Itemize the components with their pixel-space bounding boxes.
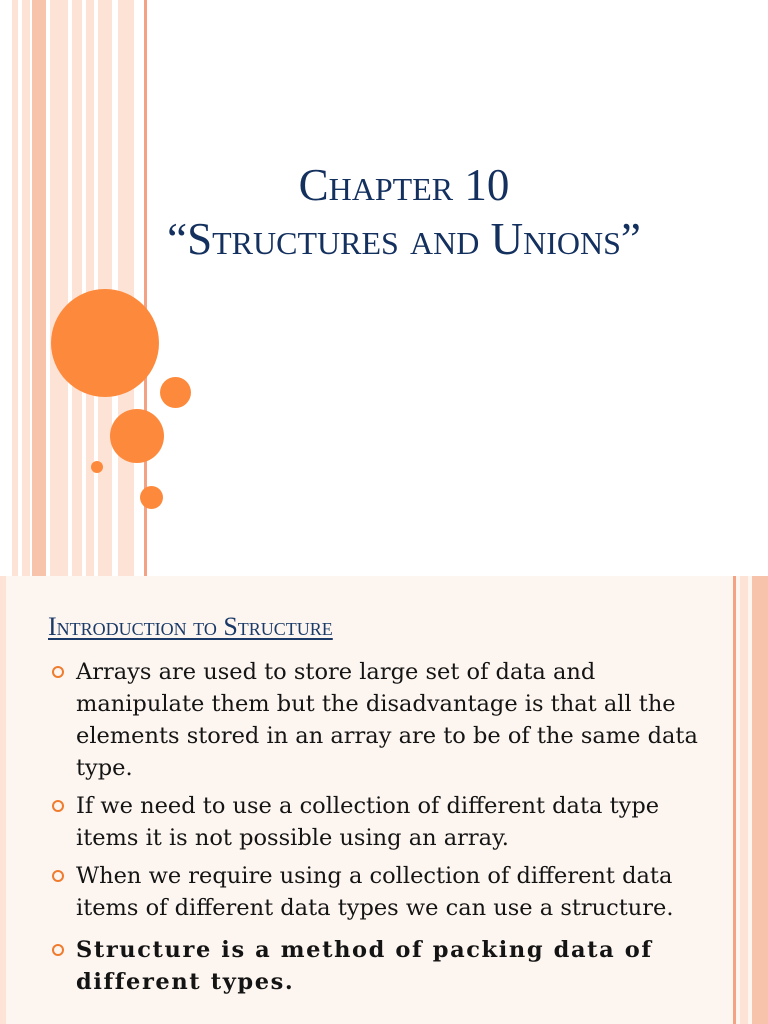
small-circle-decoration — [160, 377, 191, 408]
list-item — [50, 656, 718, 784]
stripe-decoration — [0, 576, 6, 1024]
title-line-2: “Structures and Unions” — [167, 214, 641, 264]
stripe-decoration — [12, 0, 18, 576]
slide-title — [40, 158, 768, 266]
stripe-decoration — [86, 0, 94, 576]
stripe-decoration — [50, 0, 68, 576]
stripe-decoration — [72, 0, 82, 576]
bullet-list — [50, 656, 718, 1004]
bullet-text: Structure is a method of packing data of different types. — [76, 937, 653, 995]
section-heading: Introduction to Structure — [48, 612, 333, 641]
large-circle-decoration — [51, 289, 159, 397]
circle-bullet-icon — [52, 944, 64, 956]
bullet-text: Arrays are used to store large set of data and manipulate them but the disadvantage is that all the elements stored in an array are to be of the same data type. — [76, 659, 698, 781]
stripe-decoration — [752, 576, 768, 1024]
list-item — [50, 790, 718, 854]
title-line-1: Chapter 10 — [298, 160, 510, 210]
circle-bullet-icon — [52, 666, 64, 678]
bullet-text: When we require using a collection of different data items of different data types we can use a structure. — [76, 863, 674, 921]
circle-bullet-icon — [52, 800, 64, 812]
small-circle-decoration — [140, 486, 163, 509]
stripe-decoration — [733, 576, 736, 1024]
stripe-decoration — [22, 0, 30, 576]
list-item — [50, 860, 718, 924]
circle-bullet-icon — [52, 870, 64, 882]
stripe-decoration — [118, 0, 134, 576]
bullet-text: If we need to use a collection of different data type items it is not possible using an array. — [76, 793, 660, 851]
stripe-decoration — [32, 0, 46, 576]
list-item — [50, 934, 718, 998]
stripe-decoration — [98, 0, 112, 576]
stripe-decoration — [740, 576, 748, 1024]
medium-circle-decoration — [110, 409, 164, 463]
tiny-circle-decoration — [91, 461, 103, 473]
